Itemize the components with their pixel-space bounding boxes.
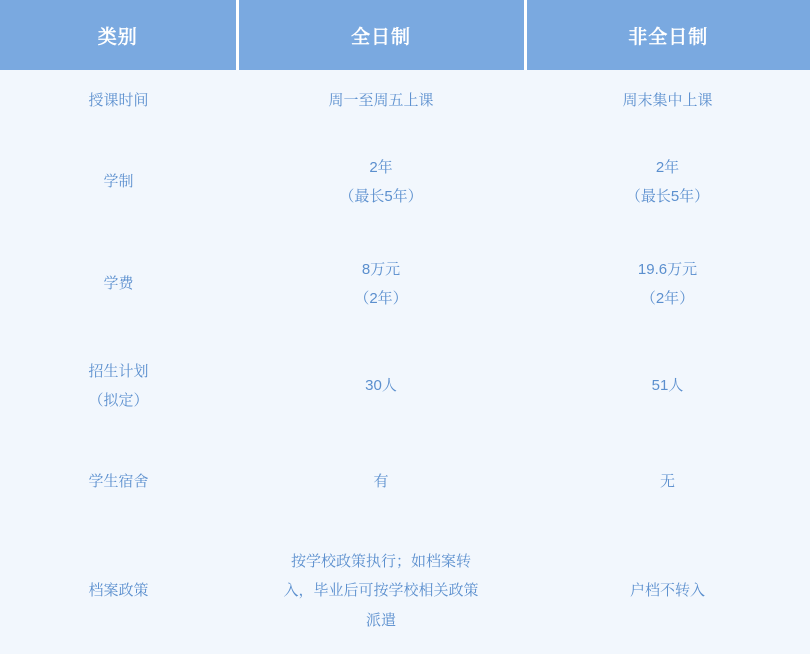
cell-fulltime-tuition — [237, 232, 525, 336]
cell-line: （2年） — [640, 290, 695, 307]
cell-parttime-academic-system — [525, 132, 810, 232]
table-header-row — [0, 0, 810, 70]
table-row — [0, 70, 810, 132]
cell-line: 学生宿舍 — [88, 472, 149, 490]
cell-fulltime-file-policy — [237, 528, 525, 654]
table-body — [0, 70, 810, 654]
cell-line: 周末集中上课 — [622, 91, 713, 109]
cell-line: （拟定） — [88, 392, 149, 409]
cell-line: 8万元 — [361, 260, 401, 278]
row-category-file-policy — [0, 528, 237, 654]
cell-line: 入，毕业后可按学校相关政策 — [283, 582, 479, 600]
cell-parttime-dormitory — [525, 436, 810, 528]
cell-parttime-tuition — [525, 232, 810, 336]
cell-line: 授课时间 — [88, 91, 149, 109]
row-category-tuition — [0, 232, 237, 336]
cell-line: 学制 — [103, 172, 134, 190]
cell-line: 周一至周五上课 — [328, 91, 434, 109]
cell-line: 派遣 — [365, 611, 396, 629]
cell-line: （最长5年） — [339, 188, 423, 205]
cell-line: 无 — [659, 472, 675, 490]
cell-line: 招生计划 — [88, 362, 149, 380]
cell-fulltime-teaching-time — [237, 70, 525, 132]
cell-fulltime-dormitory — [237, 436, 525, 528]
cell-line: （最长5年） — [625, 188, 710, 205]
table-row — [0, 232, 810, 336]
row-category-teaching-time — [0, 70, 237, 132]
cell-line: 2年 — [655, 158, 680, 176]
cell-parttime-enrollment-plan — [525, 336, 810, 436]
cell-parttime-file-policy — [525, 528, 810, 654]
cell-line: 有 — [373, 472, 389, 490]
cell-fulltime-academic-system — [237, 132, 525, 232]
cell-line: 按学校政策执行；如档案转 — [290, 553, 471, 571]
cell-line: 档案政策 — [88, 581, 149, 599]
cell-line: 户档不转入 — [629, 581, 705, 599]
column-header-category: 类别 — [0, 0, 237, 70]
column-header-parttime: 非全日制 — [525, 0, 810, 70]
table-header — [0, 0, 810, 70]
row-category-enrollment-plan — [0, 336, 237, 436]
cell-line: 学费 — [103, 274, 134, 292]
cell-line: 30人 — [365, 376, 397, 394]
cell-line: 51人 — [651, 376, 684, 394]
table-row — [0, 436, 810, 528]
column-header-fulltime: 全日制 — [237, 0, 525, 70]
table-row — [0, 336, 810, 436]
cell-line: （2年） — [354, 290, 408, 307]
cell-parttime-teaching-time — [525, 70, 810, 132]
table-row — [0, 528, 810, 654]
cell-line: 2年 — [369, 158, 393, 176]
cell-line: 19.6万元 — [637, 260, 698, 278]
row-category-dormitory — [0, 436, 237, 528]
cell-fulltime-enrollment-plan — [237, 336, 525, 436]
table-row — [0, 132, 810, 232]
row-category-academic-system — [0, 132, 237, 232]
